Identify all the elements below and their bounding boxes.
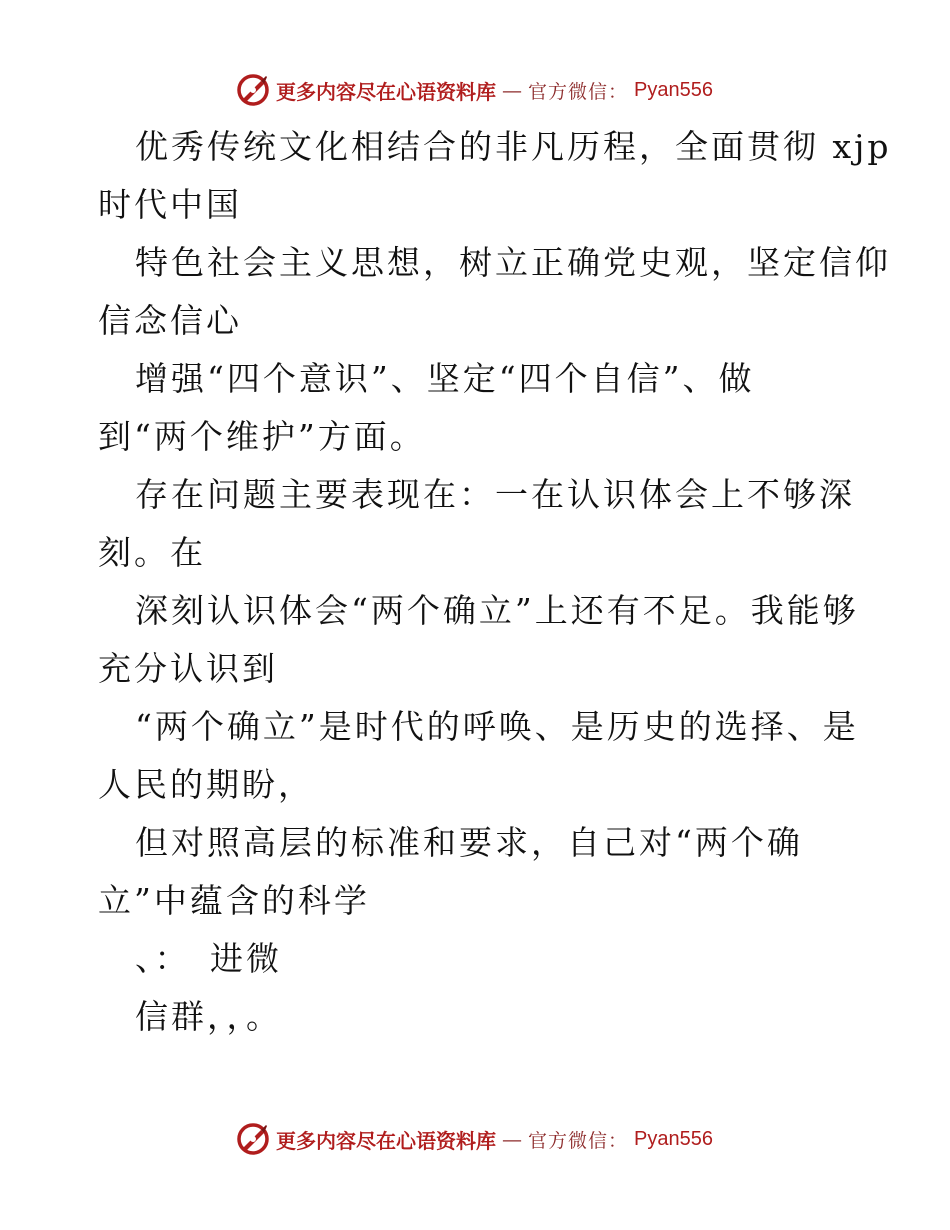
text-line: 增强“四个意识”、坚定“四个自信”、做 — [135, 359, 755, 398]
text-line: 人民的期盼， — [98, 765, 314, 804]
text-line: 信念信心 — [98, 301, 242, 340]
text-line: 立”中蕴含的科学 — [98, 881, 370, 920]
text-line: 到“两个维护”方面。 — [98, 417, 426, 456]
text-line: 存在问题主要表现在：一在认识体会上不够深 — [135, 475, 855, 514]
quill-logo-icon — [236, 73, 270, 107]
text-line: 信群，，。 — [135, 997, 282, 1036]
text-line: 优秀传统文化相结合的非凡历程，全面贯彻 xjp — [135, 127, 892, 166]
text-line: 刻。在 — [98, 533, 206, 572]
document-body — [98, 118, 892, 1046]
text-line: 充分认识到 — [98, 649, 278, 688]
text-line: 特色社会主义思想，树立正确党史观，坚定信仰 — [135, 243, 891, 282]
footer-banner — [236, 1121, 713, 1157]
text-line: 、： 进微 — [135, 939, 282, 978]
text-line: 深刻认识体会“两个确立”上还有不足。我能够 — [135, 591, 859, 630]
banner-wechat-label: 官方微信： — [528, 80, 629, 103]
quill-logo-icon — [236, 1122, 270, 1156]
banner-dash: — — [502, 78, 522, 102]
text-line: 时代中国 — [98, 185, 242, 224]
banner-promo-text: 更多内容尽在心语资料库 — [276, 1128, 496, 1153]
header-banner — [236, 72, 713, 108]
banner-wechat-id: Pyan556 — [634, 78, 713, 101]
banner-promo-text: 更多内容尽在心语资料库 — [276, 79, 496, 104]
text-line: “两个确立”是时代的呼唤、是历史的选择、是 — [135, 707, 859, 746]
banner-wechat-label: 官方微信： — [528, 1129, 629, 1152]
text-line: 但对照高层的标准和要求，自己对“两个确 — [135, 823, 803, 862]
banner-wechat-id: Pyan556 — [634, 1127, 713, 1150]
banner-dash: — — [502, 1127, 522, 1151]
